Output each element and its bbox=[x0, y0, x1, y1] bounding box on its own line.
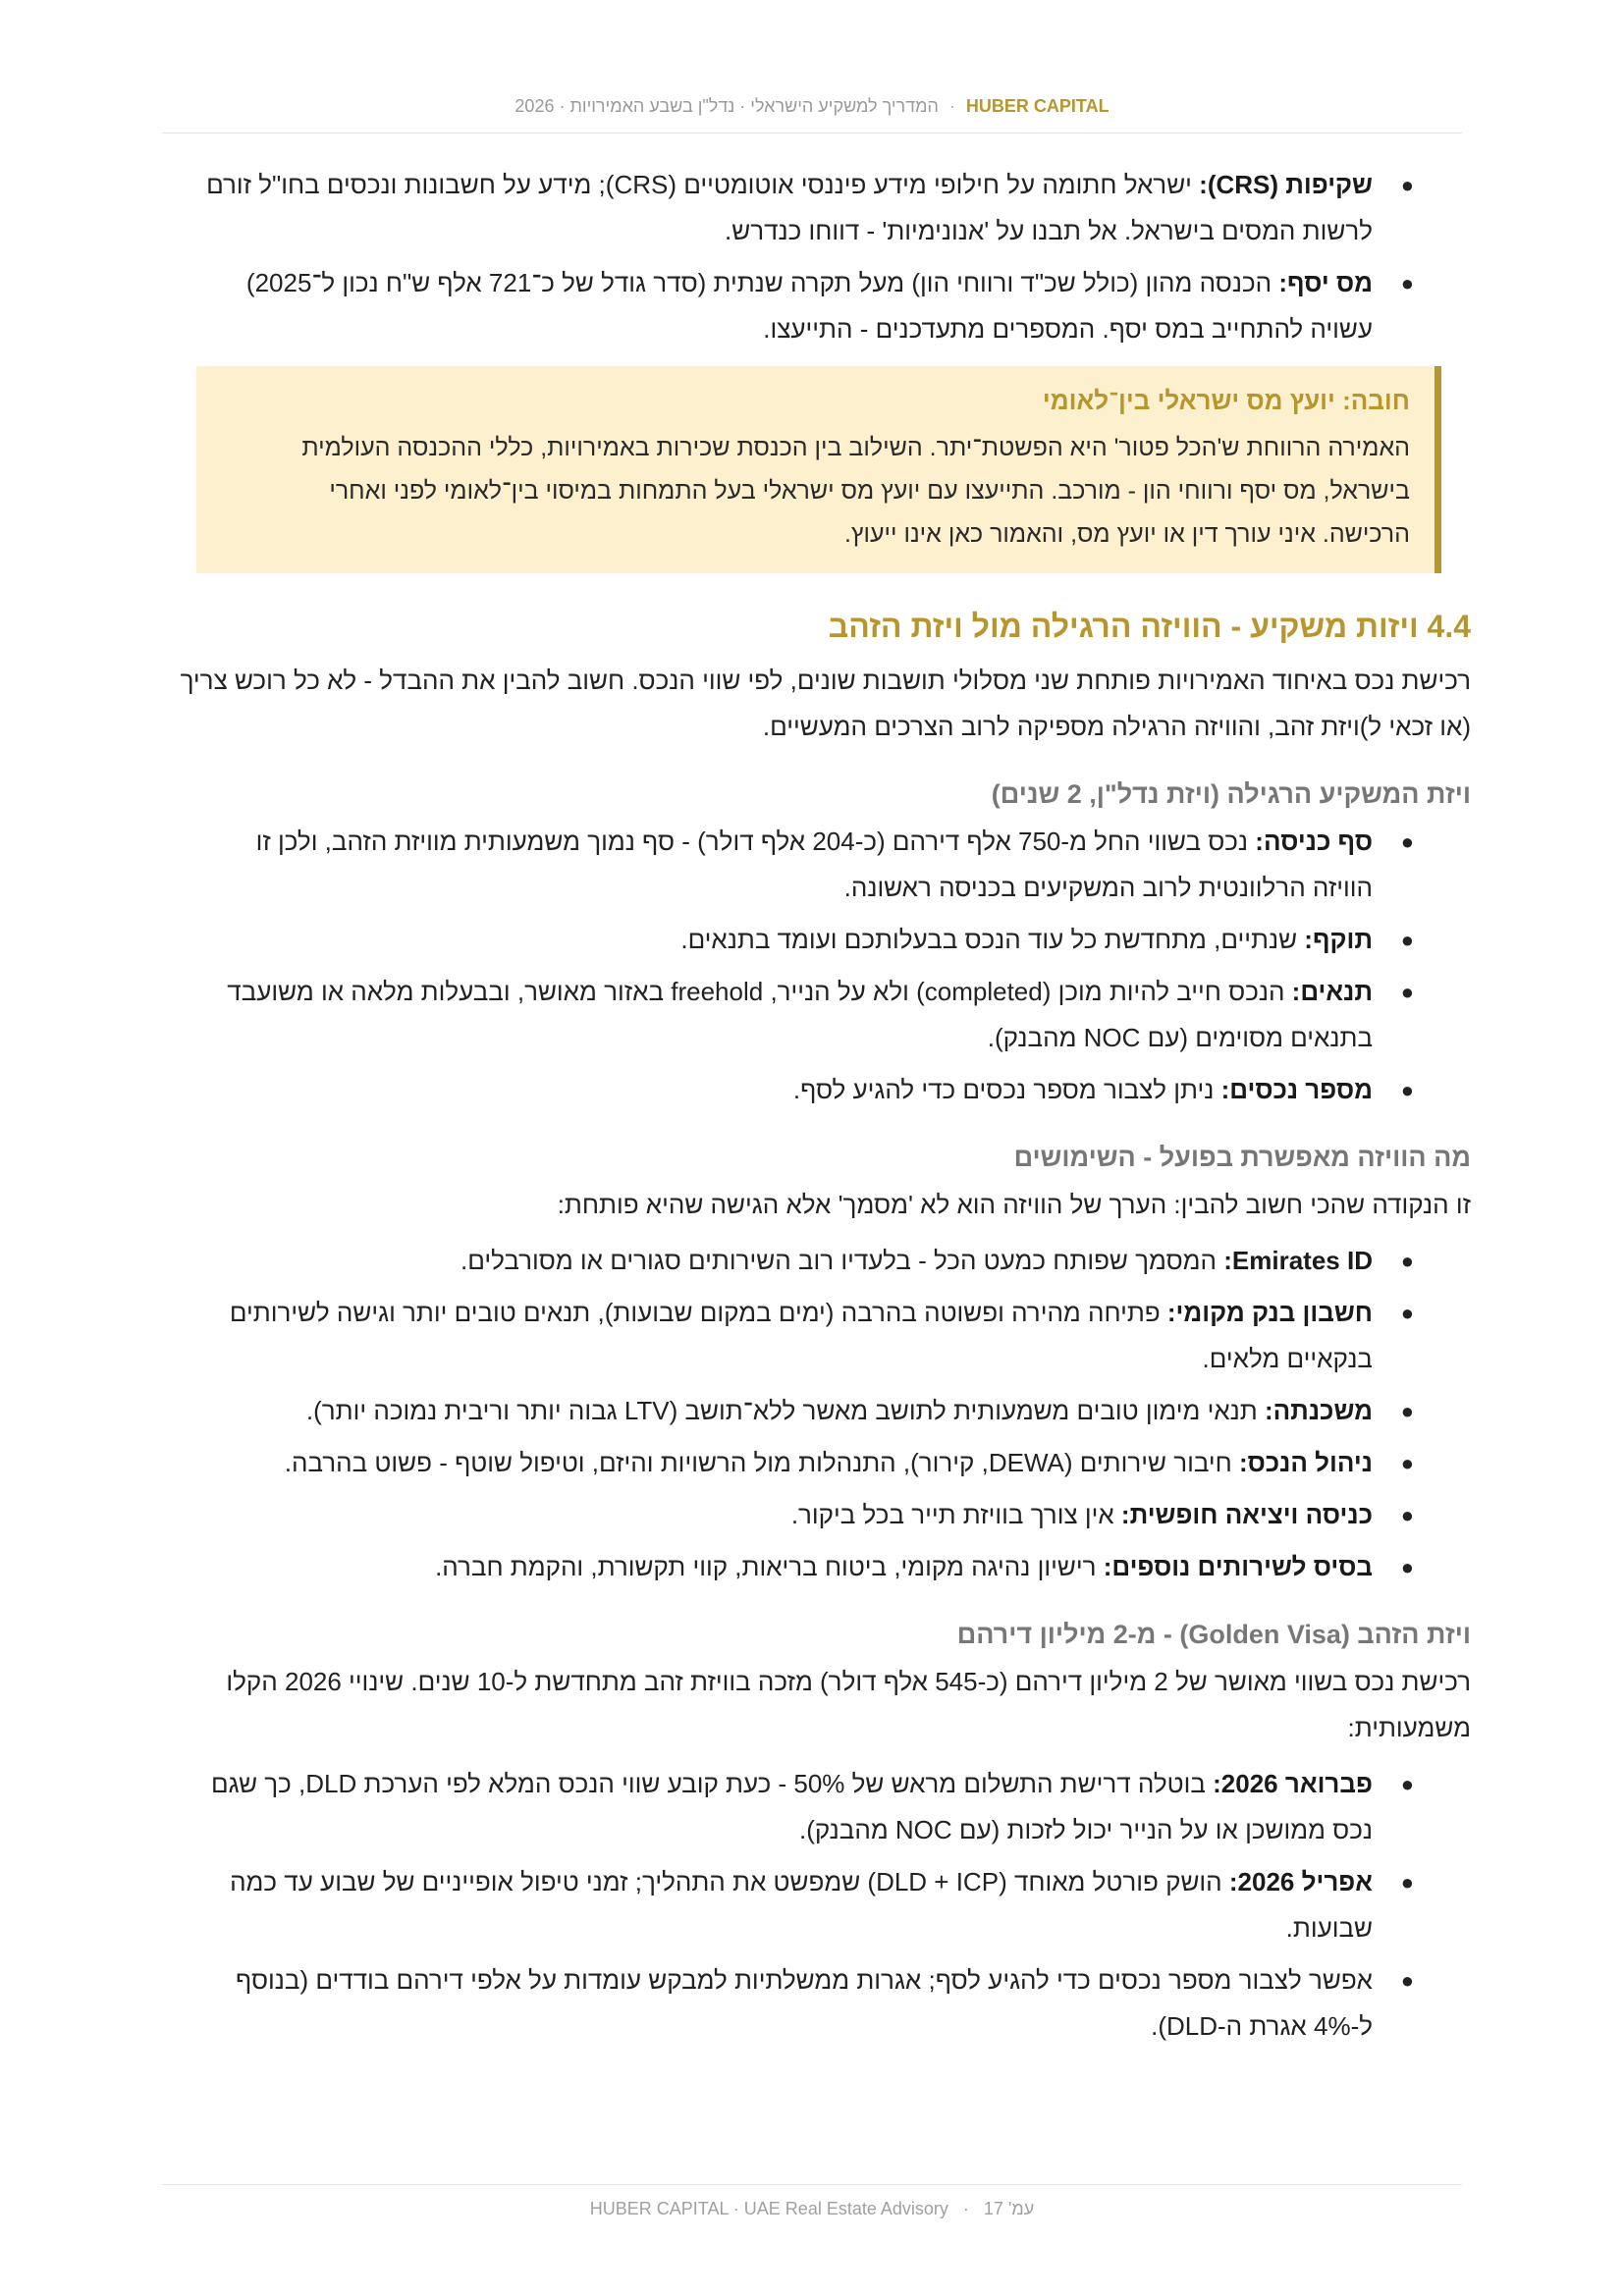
bullet-text: ניתן לצבור מספר נכסים כדי להגיע לסף. bbox=[792, 1075, 1221, 1104]
bullet-icon: ● bbox=[1400, 980, 1414, 1004]
bullet-text: בוטלה דרישת התשלום מראש של 50% - כעת קובע שווי הנכס המלא לפי הערכת DLD, כך שגם נכס ממושכן או על הנייר יכול לזכות (עם NOC מהבנק). bbox=[210, 1769, 1373, 1844]
bullet-term: בסיס לשירותים נוספים: bbox=[1103, 1552, 1373, 1581]
bullet-icon: ● bbox=[1400, 1249, 1414, 1273]
bullet-text: שנתיים, מתחדשת כל עוד הנכס בבעלותכם ועומד בתנאים. bbox=[680, 925, 1305, 954]
bullet-term: שקיפות (CRS): bbox=[1199, 170, 1373, 199]
bullet-term: סף כניסה: bbox=[1255, 827, 1373, 856]
footer-brand-line: HUBER CAPITAL · UAE Real Estate Advisory bbox=[589, 2199, 948, 2218]
list-item bbox=[162, 1388, 1471, 1434]
bullet-text: פתיחה מהירה ופשוטה בהרבה (ימים במקום שבועות), תנאים טובים יותר וגישה לשירותים בנקאיים מלאים. bbox=[229, 1298, 1373, 1373]
bullet-term: חשבון בנק מקומי: bbox=[1166, 1298, 1373, 1327]
regular-visa-list bbox=[162, 819, 1471, 1113]
bullet-term: מספר נכסים: bbox=[1220, 1075, 1373, 1104]
bullet-term: ניהול הנכס: bbox=[1238, 1448, 1373, 1477]
callout-title: חובה: יועץ מס ישראלי בין־לאומי bbox=[1042, 386, 1410, 415]
uses-intro: זו הנקודה שהכי חשוב להבין: הערך של הוויזה הוא לא 'מסמך' אלא הגישה שהיא פותחת: bbox=[557, 1190, 1471, 1219]
uses-heading: מה הוויזה מאפשרת בפועל - השימושים bbox=[1013, 1143, 1471, 1172]
bullet-icon: ● bbox=[1400, 1078, 1414, 1102]
list-item bbox=[162, 1957, 1471, 2050]
bullet-icon: ● bbox=[1400, 1870, 1414, 1895]
regular-visa-heading: ויזת המשקיע הרגילה (ויזת נדל"ן, 2 שנים) bbox=[991, 779, 1471, 809]
bullet-text: הושק פורטל מאוחד (DLD + ICP) שמפשט את התהליך; זמני טיפול אופייניים של שבוע עד כמה שבועות. bbox=[230, 1867, 1373, 1943]
list-item bbox=[162, 1859, 1471, 1951]
page-content bbox=[162, 162, 1471, 2056]
bullet-text: תנאי מימון טובים משמעותית לתושב מאשר ללא־תושב (LTV גבוה יותר וריבית נמוכה יותר). bbox=[305, 1396, 1265, 1425]
bullet-text: נכס בשווי החל מ-750 אלף דירהם (כ-204 אלף דולר) - סף נמוך משמעותית מוויזת הזהב, ולכן זו הוויזה הרלוונטית לרוב המשקיעים בכניסה ראשונה. bbox=[255, 827, 1373, 902]
list-item bbox=[162, 1067, 1471, 1113]
bullet-icon: ● bbox=[1400, 1399, 1414, 1423]
bullet-icon: ● bbox=[1400, 1301, 1414, 1325]
list-item bbox=[162, 162, 1471, 254]
page-number: עמ' 17 bbox=[983, 2199, 1035, 2218]
page-header bbox=[162, 96, 1462, 133]
callout-body: האמירה הרווחת ש'הכל פטור' היא הפשטת־יתר. השילוב בין הכנסת שכירות באמירויות, כללי ההכנסה העולמית בישראל, מס יסף ורווחי הון - מורכב. התייעצו עם יועץ מס ישראלי בעל התמחות במיסוי בין־לאומי לפני ואחרי הרכישה. איני עורך דין או יועץ מס, והאמור כאן אינו ייעוץ. bbox=[301, 434, 1410, 548]
bullet-term: משכנתה: bbox=[1264, 1396, 1373, 1425]
header-title: המדריך למשקיע הישראלי · נדל"ן בשבע האמירויות · 2026 bbox=[514, 96, 939, 116]
section-title: 4.4 ויזות משקיע - הוויזה הרגילה מול ויזת הזהב bbox=[828, 609, 1471, 644]
golden-visa-intro: רכישת נכס בשווי מאושר של 2 מיליון דירהם (כ-545 אלף דולר) מזכה בוויזת זהב מתחדשת ל-10 שנים. שינויי 2026 הקלו משמעותית: bbox=[226, 1667, 1471, 1742]
list-item bbox=[162, 1290, 1471, 1382]
bullet-text: הכנסה מהון (כולל שכ"ד ורווחי הון) מעל תקרה שנתית (סדר גודל של כ־721 אלף ש"ח נכון ל־2025) עשויה להתחייב במס יסף. המספרים מתעדכנים - התייעצו. bbox=[245, 268, 1373, 344]
bullet-text: הנכס חייב להיות מוכן (completed) ולא על הנייר, freehold באזור מאושר, ובבעלות מלאה או משועבד בתנאים מסוימים (עם NOC מהבנק). bbox=[227, 977, 1373, 1052]
tax-advisor-callout bbox=[196, 366, 1441, 573]
list-item bbox=[162, 1440, 1471, 1486]
bullet-icon: ● bbox=[1400, 271, 1414, 295]
top-bullet-list bbox=[162, 162, 1471, 352]
list-item bbox=[162, 1544, 1471, 1590]
bullet-text: רישיון נהיגה מקומי, ביטוח בריאות, קווי תקשורת, והקמת חברה. bbox=[435, 1552, 1104, 1581]
bullet-text: אין צורך בוויזת תייר בכל ביקור. bbox=[790, 1500, 1121, 1529]
bullet-icon: ● bbox=[1400, 1451, 1414, 1475]
bullet-icon: ● bbox=[1400, 928, 1414, 952]
golden-visa-heading: ויזת הזהב (Golden Visa) - מ-2 מיליון דירהם bbox=[956, 1620, 1471, 1649]
bullet-term: תוקף: bbox=[1304, 925, 1373, 954]
bullet-term: תנאים: bbox=[1291, 977, 1373, 1006]
bullet-icon: ● bbox=[1400, 173, 1414, 197]
list-item bbox=[162, 819, 1471, 911]
list-item bbox=[162, 969, 1471, 1061]
list-item bbox=[162, 260, 1471, 352]
bullet-term: מס יסף: bbox=[1278, 268, 1373, 297]
list-item bbox=[162, 917, 1471, 963]
uses-list bbox=[162, 1238, 1471, 1590]
header-brand: HUBER CAPITAL bbox=[965, 96, 1110, 116]
bullet-term: אפריל 2026: bbox=[1228, 1867, 1373, 1896]
bullet-term: Emirates ID: bbox=[1223, 1246, 1373, 1275]
bullet-icon: ● bbox=[1400, 1968, 1414, 1993]
bullet-icon: ● bbox=[1400, 1772, 1414, 1796]
header-separator: · bbox=[948, 96, 955, 116]
bullet-icon: ● bbox=[1400, 1555, 1414, 1579]
section-intro: רכישת נכס באיחוד האמירויות פותחת שני מסלולי תושבות שונים, לפי שווי הנכס. חשוב להבין את ההבדל - לא כל רוכש צריך (או זכאי ל)ויזת זהב, והוויזה הרגילה מספיקה לרוב הצרכים המעשיים. bbox=[180, 666, 1471, 741]
bullet-icon: ● bbox=[1400, 829, 1414, 854]
bullet-text: ישראל חתומה על חילופי מידע פיננסי אוטומטיים (CRS); מידע על חשבונות ונכסים בחו"ל זורם לרשות המסים בישראל. אל תבנו על 'אנונימיות' - דווחו כנדרש. bbox=[206, 170, 1373, 245]
golden-visa-list bbox=[162, 1761, 1471, 2050]
footer-separator: · bbox=[962, 2199, 969, 2218]
bullet-text: חיבור שירותים (DEWA, קירור), התנהלות מול הרשויות והיזם, וטיפול שוטף - פשוט בהרבה. bbox=[284, 1448, 1239, 1477]
bullet-icon: ● bbox=[1400, 1503, 1414, 1527]
bullet-text: המסמך שפותח כמעט הכל - בלעדיו רוב השירותים סגורים או מסורבלים. bbox=[460, 1246, 1224, 1275]
page-footer bbox=[162, 2184, 1462, 2219]
bullet-term: כניסה ויציאה חופשית: bbox=[1120, 1500, 1373, 1529]
list-item bbox=[162, 1238, 1471, 1284]
list-item bbox=[162, 1492, 1471, 1538]
bullet-text: אפשר לצבור מספר נכסים כדי להגיע לסף; אגרות ממשלתיות למבקש עומדות על אלפי דירהם בודדים (בנוסף ל-4% אגרת ה-DLD). bbox=[236, 1965, 1373, 2041]
bullet-term: פברואר 2026: bbox=[1213, 1769, 1373, 1798]
list-item bbox=[162, 1761, 1471, 1853]
